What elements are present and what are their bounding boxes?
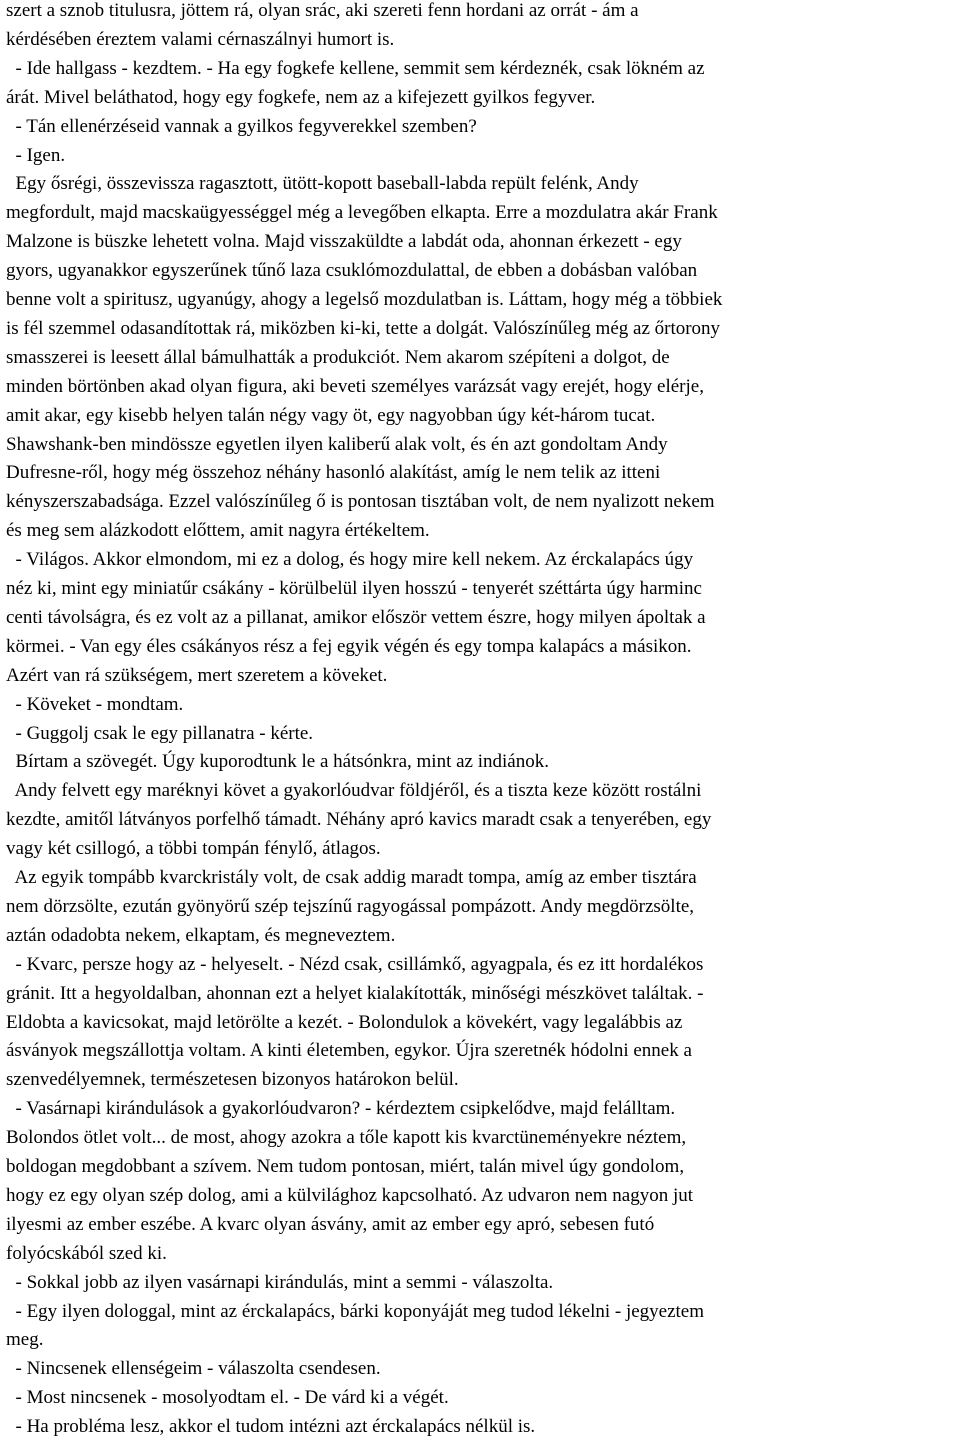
text-line: - Sokkal jobb az ilyen vasárnapi kirándulás, mint a semmi - válaszolta. — [6, 1271, 554, 1293]
text-line: Az egyik tompább kvarckristály volt, de csak addig maradt tompa, amíg az ember tisztára — [6, 867, 697, 888]
text-line: smasszerei is leesett állal bámulhatták a produkciót. Nem akarom szépíteni a dolgot, de — [6, 346, 670, 368]
text-line: - Világos. Akkor elmondom, mi ez a dolog, és hogy mire kell nekem. Az érckalapács úgy — [6, 549, 694, 571]
text-line: szenvedélyemnek, természetesen bizonyos határokon belül. — [6, 1069, 459, 1091]
text-line: Malzone is büszke lehetett volna. Majd visszaküldte a labdát oda, ahonnan érkezett - egy — [6, 231, 682, 253]
text-line: gránit. Itt a hegyoldalban, ahonnan ezt a helyet kialakították, minőségi mészkövet találtak. - — [6, 982, 704, 1004]
text-line: gyors, ugyanakkor egyszerűnek tűnő laza csuklómozdulattal, de ebben a dobásban valóban — [6, 260, 698, 282]
text-line: Bolondos ötlet volt... de most, ahogy azokra a tőle kapott kis kvarctüneményekre néztem, — [6, 1127, 687, 1149]
text-line: szert a sznob titulusra, jöttem rá, olyan srác, aki szereti fenn hordani az orrát - ám a — [6, 0, 639, 21]
text-line: meg. — [6, 1329, 44, 1351]
text-line: és meg sem alázkodott előttem, amit nagyra értékeltem. — [6, 520, 430, 542]
text-line: centi távolságra, és ez volt az a pillanat, amikor először vettem észre, hogy milyen ápoltak a — [6, 606, 706, 628]
text-line: benne volt a spiritusz, ugyanúgy, ahogy a legelső mozdulatban is. Láttam, hogy még a többiek — [6, 289, 723, 310]
text-line: - Ide hallgass - kezdtem. - Ha egy fogkefe kellene, semmit sem kérdeznék, csak lökném az — [6, 57, 705, 79]
text-line: ásványok megszállottja voltam. A kinti életemben, egykor. Újra szeretnék hódolni ennek a — [6, 1040, 692, 1062]
text-line: körmei. - Van egy éles csákányos rész a fej egyik végén és egy tompa kalapács a másikon. — [6, 635, 692, 657]
text-line: Egy ősrégi, összevissza ragasztott, ütött-kopott baseball-labda repült felénk, Andy — [6, 173, 639, 195]
text-line: amit akar, egy kisebb helyen talán négy vagy öt, egy nagyobban úgy két-három tucat. — [6, 404, 656, 426]
text-line: - Guggolj csak le egy pillanatra - kérte. — [6, 722, 314, 744]
text-line: Andy felvett egy maréknyi követ a gyakorlóudvar földjéről, és a tiszta keze között rostálni — [6, 780, 702, 802]
text-line: Azért van rá szükségem, mert szeretem a köveket. — [6, 664, 388, 686]
text-line: árát. Mivel beláthatod, hogy egy fogkefe, nem az a kifejezett gyilkos fegyver. — [6, 86, 596, 108]
text-line: kezdte, amitől látványos porfelhő támadt. Néhány apró kavics maradt csak a tenyerében, egy — [6, 809, 712, 831]
text-line: - Vasárnapi kirándulások a gyakorlóudvaron? - kérdeztem csipkelődve, majd felálltam. — [6, 1098, 676, 1120]
text-line: ilyesmi az ember eszébe. A kvarc olyan ásvány, amit az ember egy apró, sebesen futó — [6, 1213, 655, 1235]
text-line: Shawshank-ben mindössze egyetlen ilyen kaliberű alak volt, és én azt gondoltam Andy — [6, 433, 668, 455]
text-line: minden börtönben akad olyan figura, aki beveti személyes varázsát vagy erejét, hogy elérje, — [6, 375, 704, 397]
text-line: - Kvarc, persze hogy az - helyeselt. - Nézd csak, csillámkő, agyagpala, és ez itt hordalékos — [6, 953, 704, 975]
text-line: - Köveket - mondtam. — [6, 693, 184, 715]
text-line: néz ki, mint egy miniatűr csákány - körülbelül ilyen hosszú - tenyerét széttárta úgy harminc — [6, 578, 702, 599]
text-line: - Most nincsenek - mosolyodtam el. - De várd ki a végét. — [6, 1387, 449, 1409]
text-line: Eldobta a kavicsokat, majd letörölte a kezét. - Bolondulok a kövekért, vagy legalábbis az — [6, 1011, 683, 1033]
text-line: hogy ez egy olyan szép dolog, ami a külvilághoz kapcsolható. Az udvaron nem nagyon jut — [6, 1184, 693, 1206]
text-line: - Ha probléma lesz, akkor el tudom intézni azt érckalapács nélkül is. — [6, 1416, 536, 1438]
text-line: kérdésében éreztem valami cérnaszálnyi humort is. — [6, 28, 395, 50]
text-line: boldogan megdobbant a szívem. Nem tudom pontosan, miért, talán mivel úgy gondolom, — [6, 1156, 685, 1177]
text-line: folyócskából szed ki. — [6, 1242, 167, 1264]
text-line: - Egy ilyen dologgal, mint az érckalapács, bárki koponyáját meg tudod lékelni - jegyeztem — [6, 1300, 705, 1322]
text-line: - Igen. — [6, 144, 66, 166]
text-line: vagy két csillogó, a többi tompán fénylő, átlagos. — [6, 838, 381, 860]
text-line: - Nincsenek ellenségeim - válaszolta csendesen. — [6, 1358, 381, 1380]
text-line: nem dörzsölte, ezután gyönyörű szép tejszínű ragyogással pompázott. Andy megdörzsölte, — [6, 895, 695, 917]
text-line: megfordult, majd macskaügyességgel még a levegőben elkapta. Erre a mozdulatra akár Frank — [6, 202, 718, 224]
text-line: - Tán ellenérzéseid vannak a gyilkos fegyverekkel szemben? — [6, 115, 477, 137]
text-line: is fél szemmel odasandítottak rá, miközben ki-ki, tette a dolgát. Valószínűleg még az őrtorony — [6, 317, 721, 339]
text-line: Bírtam a szövegét. Úgy kuporodtunk le a hátsónkra, mint az indiánok. — [6, 751, 549, 773]
text-line: Dufresne-ről, hogy még összehoz néhány hasonló alakítást, amíg le nem telik az itteni — [6, 462, 661, 484]
text-line: kényszerszabadsága. Ezzel valószínűleg ő is pontosan tisztában volt, de nem nyalizott nekem — [6, 491, 715, 513]
text-line: aztán odadobta nekem, elkaptam, és megneveztem. — [6, 924, 396, 946]
